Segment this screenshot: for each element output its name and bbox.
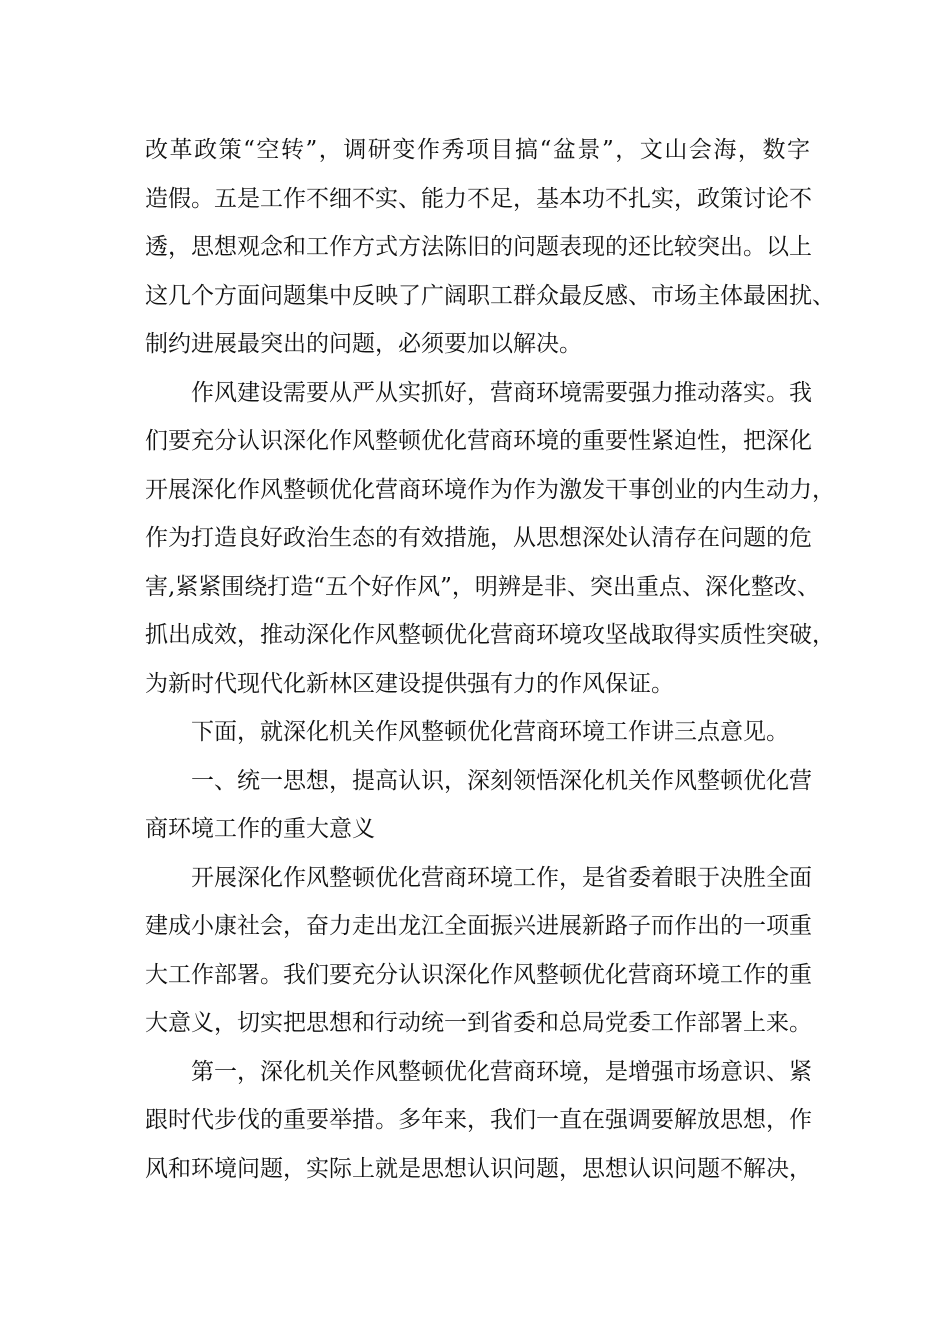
text-line: 第一，深化机关作风整顿优化营商环境，是增强市场意识、紧 <box>191 1058 812 1085</box>
text-line: 为新时代现代化新林区建设提供强有力的作风保证。 <box>145 670 674 697</box>
text-line: 开展深化作风整顿优化营商环境工作，是省委着眼于决胜全面 <box>191 864 812 891</box>
text-line: 透，思想观念和工作方式方法陈旧的问题表现的还比较突出。以上 <box>145 234 812 260</box>
text-line: 这几个方面问题集中反映了广阔职工群众最反感、市场主体最困扰、 <box>145 282 835 309</box>
text-line: 改革政策“空转”，调研变作秀项目搞“盆景”，文山会海，数字 <box>145 137 810 163</box>
text-line: 跟时代步伐的重要举措。多年来，我们一直在强调要解放思想，作 <box>145 1107 812 1133</box>
document-body <box>145 126 835 1193</box>
text-line: 大意义，切实把思想和行动统一到省委和总局党委工作部署上来。 <box>145 1010 812 1036</box>
text-line: 们要充分认识深化作风整顿优化营商环境的重要性紧迫性，把深化 <box>145 428 812 454</box>
text-line: 一、统一思想，提高认识，深刻领悟深化机关作风整顿优化营 <box>191 767 812 794</box>
text-line: 下面，就深化机关作风整顿优化营商环境工作讲三点意见。 <box>191 719 789 745</box>
text-line: 建成小康社会，奋力走出龙江全面振兴进展新路子而作出的一项重 <box>145 913 812 939</box>
text-line: 制约进展最突出的问题，必须要加以解决。 <box>145 331 582 357</box>
text-line: 作为打造良好政治生态的有效措施，从思想深处认清存在问题的危 <box>145 525 812 551</box>
text-line: 商环境工作的重大意义 <box>145 816 375 842</box>
text-line: 害,紧紧围绕打造“五个好作风”，明辨是非、突出重点、深化整改、 <box>145 573 820 600</box>
text-line: 造假。五是工作不细不实、能力不足，基本功不扎实，政策讨论不 <box>145 185 812 212</box>
text-line: 风和环境问题，实际上就是思想认识问题，思想认识问题不解决， <box>145 1155 812 1182</box>
text-line: 抓出成效，推动深化作风整顿优化营商环境攻坚战取得实质性突破， <box>145 622 835 648</box>
text-line: 开展深化作风整顿优化营商环境作为作为激发干事创业的内生动力， <box>145 476 835 503</box>
text-line: 大工作部署。我们要充分认识深化作风整顿优化营商环境工作的重 <box>145 961 812 988</box>
text-line: 作风建设需要从严从实抓好，营商环境需要强力推动落实。我 <box>191 379 812 406</box>
